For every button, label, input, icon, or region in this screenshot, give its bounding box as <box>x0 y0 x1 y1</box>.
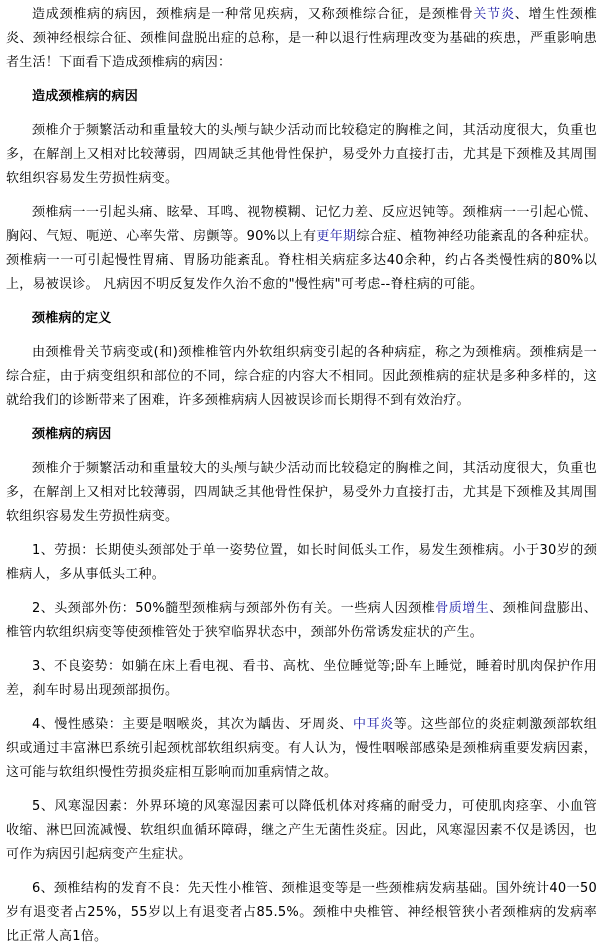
link-otitis-media[interactable]: 中耳炎 <box>353 717 394 732</box>
cause-item-trauma: 2、头颈部外伤：50%髓型颈椎病与颈部外伤有关。一些病人因颈椎骨质增生、颈椎间盘膨出、椎管内软组织病变等使颈椎管处于狭窄临界状态中，颈部外伤常诱发症状的产生。 <box>6 601 597 640</box>
link-arthritis[interactable]: 关节炎 <box>473 7 515 22</box>
link-menopause[interactable]: 更年期 <box>316 229 357 244</box>
article-body <box>0 3 603 949</box>
cause-item-developmental: 6、颈椎结构的发育不良：先天性小椎管、颈椎退变等是一些颈椎病发病基础。国外统计40一50岁有退变者占25%，55岁以上有退变者占85.5%。颈椎中央椎管、神经根管狭小者颈椎病的发病率比正常人高1倍。 <box>6 881 597 944</box>
cause-item-infection: 4、慢性感染：主要是咽喉炎，其次为龋齿、牙周炎、中耳炎等。这些部位的炎症刺激颈部软组织或通过丰富淋巴系统引起颈枕部软组织病变。有人认为，慢性咽喉部感染是颈椎病重要发病因素，这可能与软组织慢性劳损炎症相互影响而加重病情之故。 <box>6 717 597 780</box>
link-bone-hyperplasia[interactable]: 骨质增生 <box>435 601 490 616</box>
causes-paragraph-1: 颈椎介于频繁活动和重量较大的头颅与缺少活动而比较稳定的胸椎之间，其活动度很大，负重也多，在解剖上又相对比较薄弱，四周缺乏其他骨性保护，易受外力直接打击，尤其是下颈椎及其周围软组织容易发生劳损性病变。 <box>6 123 597 186</box>
section-heading-causes: 造成颈椎病的病因 <box>32 89 139 104</box>
cause-item-strain: 1、劳损：长期使头颈部处于单一姿势位置，如长时间低头工作，易发生颈椎病。小于30岁的颈椎病人，多从事低头工种。 <box>6 543 597 582</box>
causes-paragraph-2: 颈椎病一一引起头痛、眩晕、耳鸣、视物模糊、记忆力差、反应迟钝等。颈椎病一一引起心慌、胸闷、气短、呃逆、心率失常、房颤等。90%以上有更年期综合症、植物神经功能紊乱的各种症状。颈椎病一一可引起慢性胃痛、胃肠功能紊乱。脊柱相关病症多达40余种，约占各类慢性病的80%以上，易被误诊。 凡病因不明反复发作久治不愈的"慢性病"可考虑--脊柱病的可能。 <box>6 205 597 292</box>
section-heading-definition: 颈椎病的定义 <box>32 311 112 326</box>
etiology-paragraph: 颈椎介于频繁活动和重量较大的头颅与缺少活动而比较稳定的胸椎之间，其活动度很大，负重也多，在解剖上又相对比较薄弱，四周缺乏其他骨性保护，易受外力直接打击，尤其是下颈椎及其周围软组织容易发生劳损性病变。 <box>6 461 597 524</box>
definition-paragraph: 由颈椎骨关节病变或(和)颈椎椎管内外软组织病变引起的各种病症，称之为颈椎病。颈椎病是一综合症，由于病变组织和部位的不同，综合症的内容大不相同。因此颈椎病的症状是多种多样的，这就给我们的诊断带来了困难，许多颈椎病病人因被误诊而长期得不到有效治疗。 <box>6 345 597 408</box>
section-heading-etiology: 颈椎病的病因 <box>32 427 112 442</box>
intro-paragraph: 造成颈椎病的病因，颈椎病是一种常见疾病，又称颈椎综合征，是颈椎骨关节炎、增生性颈椎炎、颈神经根综合征、颈椎间盘脱出症的总称，是一种以退行性病理改变为基础的疾患，严重影响患者生活！下面看下造成颈椎病的病因： <box>6 7 597 70</box>
cause-item-wind-cold-damp: 5、风寒湿因素：外界环境的风寒湿因素可以降低机体对疼痛的耐受力，可使肌肉痉挛、小血管收缩、淋巴回流减慢、软组织血循环障碍，继之产生无菌性炎症。因此，风寒湿因素不仅是诱因，也可作为病因引起病变产生症状。 <box>6 799 597 862</box>
cause-item-posture: 3、不良姿势：如躺在床上看电视、看书、高枕、坐位睡觉等;卧车上睡觉，睡着时肌肉保护作用差，刹车时易出现颈部损伤。 <box>6 659 597 698</box>
